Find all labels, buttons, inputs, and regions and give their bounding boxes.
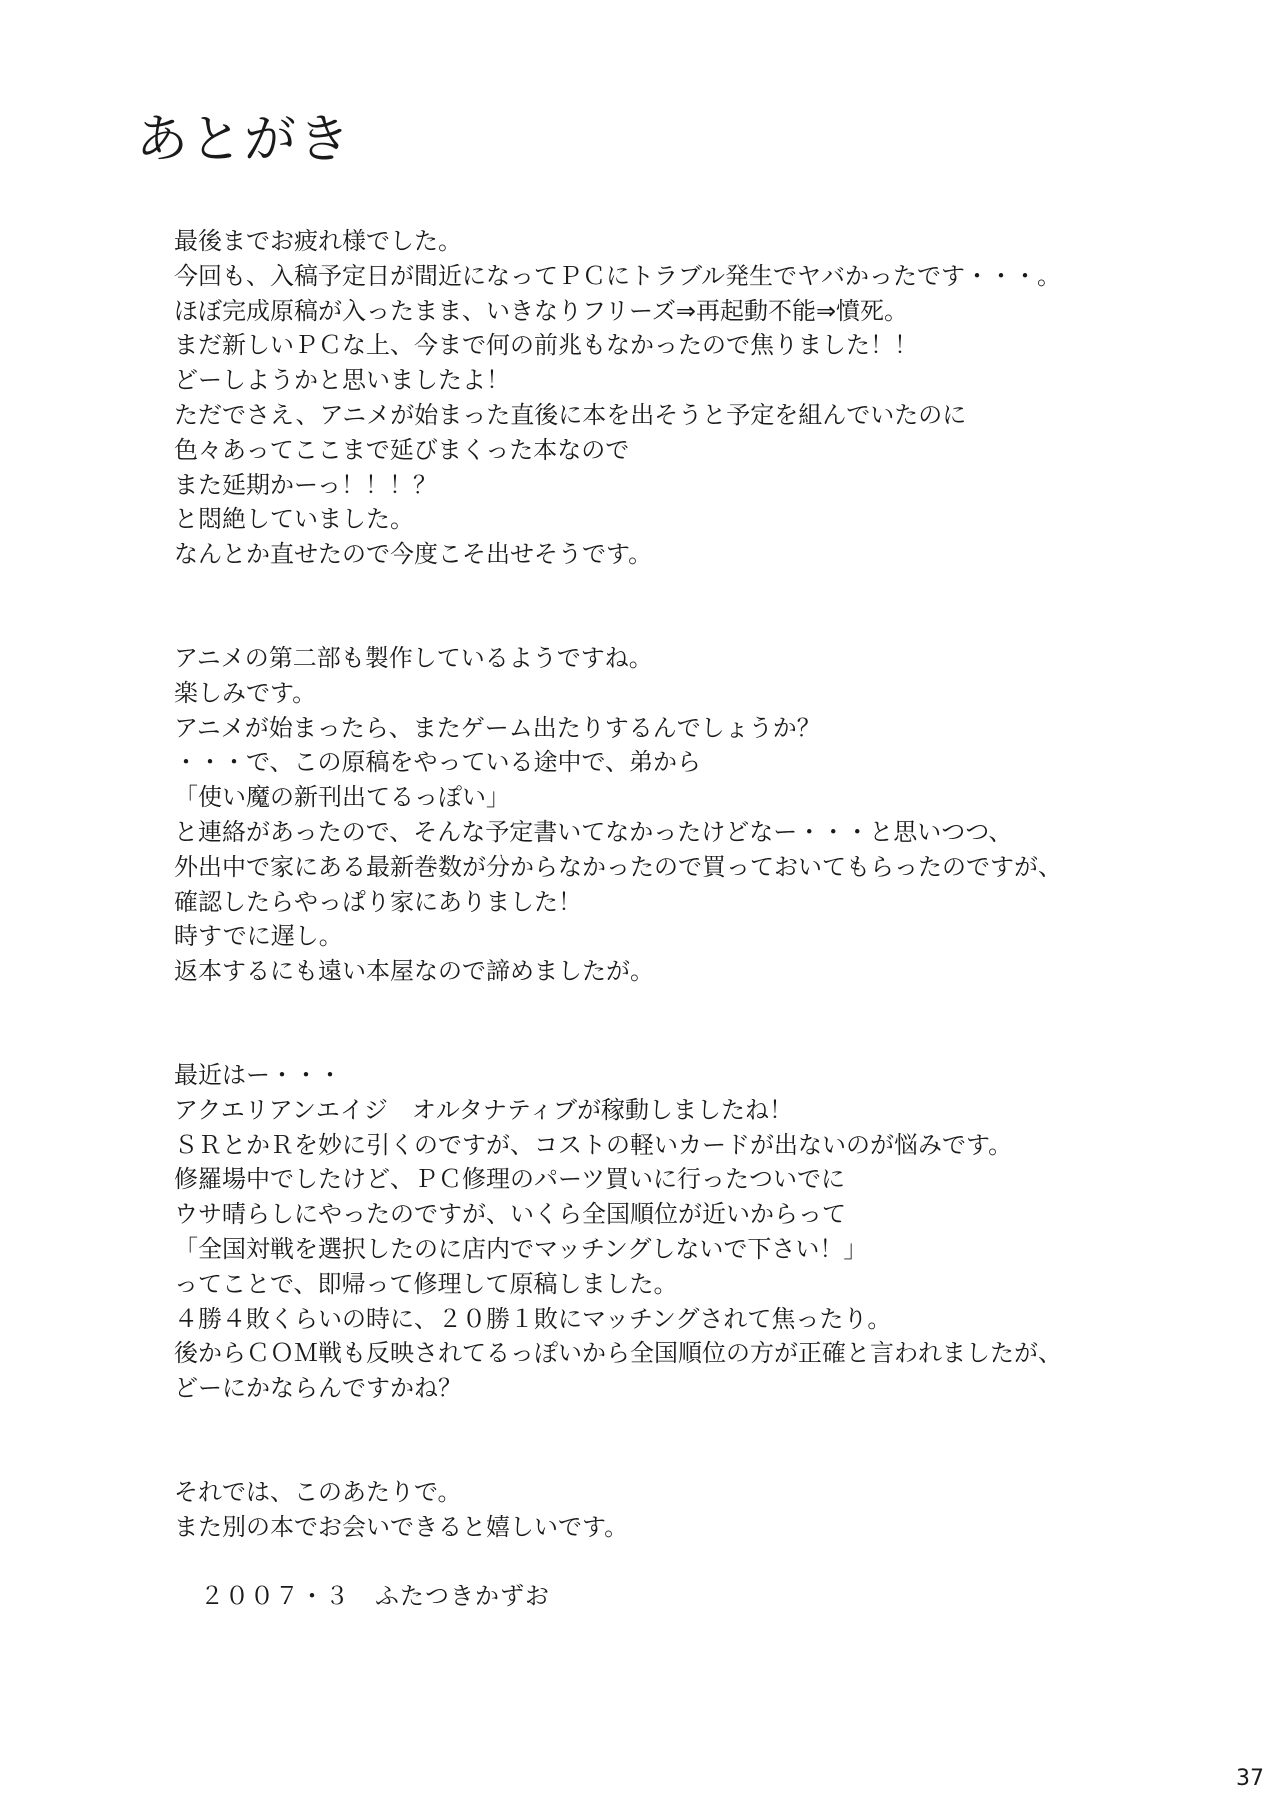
paragraph-spacer xyxy=(174,1406,1234,1475)
paragraph-spacer xyxy=(174,989,1234,1058)
paragraph-spacer xyxy=(174,572,1234,641)
text-line: アクエリアンエイジ オルタナティブが稼動しましたね！ xyxy=(174,1095,793,1124)
text-line: 外出中で家にある最新巻数が分からなかったので買っておいてもらったのですが、 xyxy=(174,852,1062,881)
page-title: あとがき xyxy=(136,110,353,170)
text-line: また別の本でお会いできると嬉しいです。 xyxy=(174,1512,629,1541)
text-line: 「使い魔の新刊出てるっぽい」 xyxy=(174,783,510,812)
text-line: ほぼ完成原稿が入ったまま、いきなりフリーズ⇒再起動不能⇒憤死。 xyxy=(174,296,909,325)
text-line: と連絡があったので、そんな予定書いてなかったけどなー・・・と思いつつ、 xyxy=(174,817,1013,846)
text-line: と悶絶していました。 xyxy=(174,505,414,534)
text-line: それでは、このあたりで。 xyxy=(174,1477,462,1506)
text-line: 色々あってここまで延びまくった本なので xyxy=(174,435,630,464)
text-line: どーしようかと思いましたよ！ xyxy=(174,366,510,395)
paragraph-pc-trouble xyxy=(174,224,1234,572)
paragraph-closing xyxy=(174,1475,1234,1545)
text-line: ＳＲとかＲを妙に引くのですが、コストの軽いカードが出ないのが悩みです。 xyxy=(174,1130,1013,1159)
text-line: 時すでに遅し。 xyxy=(174,922,343,951)
text-line: どーにかならんですかね？ xyxy=(174,1374,462,1403)
text-line: 今回も、入稿予定日が間近になってＰＣにトラブル発生でヤバかったです・・・。 xyxy=(174,261,1062,290)
text-line: 「全国対戦を選択したのに店内でマッチングしないで下さい！」 xyxy=(174,1234,868,1263)
text-line: 返本するにも遠い本屋なので諦めましたが。 xyxy=(174,957,654,986)
text-line: 修羅場中でしたけど、ＰＣ修理のパーツ買いに行ったついでに xyxy=(174,1165,846,1194)
text-line: アニメが始まったら、またゲーム出たりするんでしょうか？ xyxy=(174,713,821,742)
text-line: なんとか直せたので今度こそ出せそうです。 xyxy=(174,540,653,569)
paragraph-arcade xyxy=(174,1058,1234,1406)
page-number: 37 xyxy=(1236,1766,1264,1791)
text-line: ウサ晴らしにやったのですが、いくら全国順位が近いからって xyxy=(174,1200,846,1229)
text-line: 後からＣＯＭ戦も反映されてるっぽいから全国順位の方が正確と言われましたが、 xyxy=(174,1339,1062,1368)
text-line: また延期かーっ！！！？ xyxy=(174,470,438,499)
afterword-body xyxy=(174,224,1234,1613)
text-line: アニメの第二部も製作しているようですね。 xyxy=(174,643,653,672)
text-line: 確認したらやっぱり家にありました！ xyxy=(174,887,582,916)
text-line: 最近はー・・・ xyxy=(174,1060,342,1089)
text-line: ってことで、即帰って修理して原稿しました。 xyxy=(174,1269,678,1298)
text-line: ただでさえ、アニメが始まった直後に本を出そうと予定を組んでいたのに xyxy=(174,400,967,429)
text-line: 最後までお疲れ様でした。 xyxy=(174,227,462,255)
signature: ２００７・３ ふたつきかずお xyxy=(200,1581,550,1610)
text-line: まだ新しいＰＣな上、今まで何の前兆もなかったので焦りました！！ xyxy=(174,331,918,360)
text-line: ・・・で、この原稿をやっている途中で、弟から xyxy=(174,748,702,777)
text-line: 楽しみです。 xyxy=(174,678,317,707)
paragraph-spacer xyxy=(174,1545,1234,1579)
paragraph-anime xyxy=(174,641,1234,989)
text-line: ４勝４敗くらいの時に、２０勝１敗にマッチングされて焦ったり。 xyxy=(174,1304,892,1333)
